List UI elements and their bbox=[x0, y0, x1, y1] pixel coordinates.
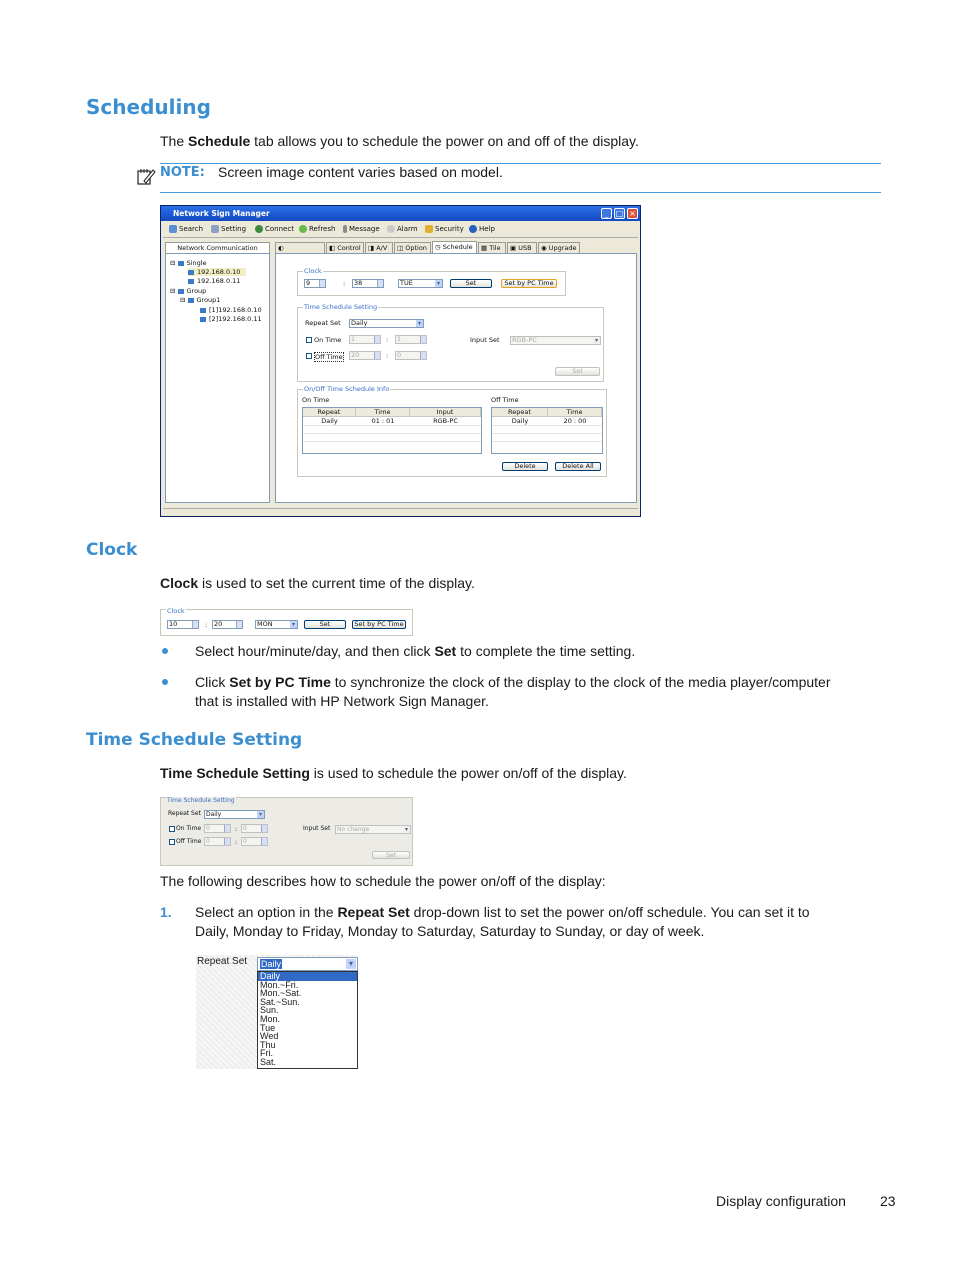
day-select[interactable] bbox=[255, 620, 298, 629]
option-mon-fri[interactable]: Mon.~Fri. bbox=[260, 979, 299, 990]
tab-label: Schedule bbox=[442, 243, 473, 251]
time-separator: : bbox=[386, 336, 389, 344]
off-time-table-label: Off Time bbox=[491, 396, 519, 404]
tree-label: [1]192.168.0.10 bbox=[209, 306, 262, 314]
set-by-pc-time-button[interactable]: Set by PC Time bbox=[352, 620, 406, 629]
tree-group1[interactable]: ⊟ Group1 bbox=[180, 296, 221, 304]
toolbar-label: Alarm bbox=[397, 225, 418, 233]
tab-information[interactable]: ◐ bbox=[275, 242, 325, 253]
field-value: TUE bbox=[400, 279, 413, 287]
step-number: 1. bbox=[160, 904, 172, 920]
tree-group[interactable]: ⊟ Group bbox=[170, 287, 207, 295]
schedule-info-group bbox=[297, 385, 607, 477]
spin-icon bbox=[224, 825, 230, 832]
group-title: Time Schedule Setting bbox=[304, 303, 378, 311]
off-minute-stepper[interactable] bbox=[241, 837, 268, 846]
toolbar-label: Message bbox=[349, 225, 380, 233]
clock-group bbox=[297, 267, 566, 296]
schedule-set-button[interactable]: Set bbox=[372, 851, 410, 859]
monitor-icon bbox=[200, 308, 206, 313]
note-icon bbox=[136, 166, 156, 186]
bullet-item: Select hour/minute/day, and then click Set to complete the time setting. bbox=[195, 643, 636, 659]
chevron-down-icon: ▾ bbox=[291, 621, 295, 628]
repeat-set-dropdown-example bbox=[196, 955, 358, 1069]
off-hour-stepper[interactable] bbox=[349, 351, 381, 360]
chevron-down-icon: ▾ bbox=[346, 959, 356, 969]
chevron-down-icon: ▾ bbox=[417, 320, 421, 327]
column-header[interactable]: Time bbox=[548, 408, 602, 417]
device-tree-panel bbox=[165, 253, 270, 503]
repeat-set-select[interactable] bbox=[349, 319, 424, 328]
on-minute-stepper[interactable] bbox=[395, 335, 427, 344]
toolbar-alarm[interactable] bbox=[387, 225, 418, 233]
set-button[interactable]: Set bbox=[304, 620, 346, 629]
option-sat[interactable]: Sat. bbox=[260, 1056, 277, 1067]
spin-icon bbox=[192, 621, 198, 628]
refresh-icon bbox=[299, 225, 307, 233]
clock-description: Clock is used to set the current time of the display. bbox=[160, 575, 475, 591]
off-time-checkbox[interactable] bbox=[306, 353, 312, 359]
group-title: Clock bbox=[304, 267, 322, 275]
tree-label: [2]192.168.0.11 bbox=[209, 315, 262, 323]
group-title: Clock bbox=[167, 607, 185, 615]
page-title: Scheduling bbox=[86, 95, 211, 119]
time-separator: : bbox=[386, 352, 389, 360]
minute-stepper[interactable] bbox=[212, 620, 243, 629]
on-time-table bbox=[302, 407, 482, 454]
field-value: Daily bbox=[261, 959, 282, 969]
option-sat-sun[interactable]: Sat.~Sun. bbox=[260, 996, 300, 1007]
lock-icon bbox=[425, 225, 433, 233]
input-set-label: Input Set bbox=[303, 825, 331, 832]
set-button[interactable]: Set bbox=[450, 279, 492, 288]
option-mon[interactable]: Mon. bbox=[260, 1013, 281, 1024]
toolbar-label: Help bbox=[479, 225, 495, 233]
table-cell: 20 : 00 bbox=[563, 417, 587, 425]
row-divider bbox=[303, 425, 481, 426]
tab-label: Control bbox=[337, 244, 361, 252]
hour-stepper[interactable] bbox=[167, 620, 199, 629]
footer-section-name: Display configuration bbox=[716, 1193, 846, 1209]
tree-label: 192.168.0.10 bbox=[197, 268, 241, 276]
time-schedule-group bbox=[297, 303, 604, 382]
table-cell: Daily bbox=[321, 417, 338, 425]
row-divider bbox=[303, 433, 481, 434]
on-time-checkbox[interactable] bbox=[169, 826, 175, 832]
off-hour-stepper[interactable] bbox=[204, 837, 231, 846]
computer-icon bbox=[178, 261, 184, 266]
chevron-down-icon: ▾ bbox=[436, 280, 440, 287]
off-time-checkbox[interactable] bbox=[169, 839, 175, 845]
group-title: On/Off Time Schedule Info bbox=[304, 385, 390, 393]
tree-label: Single bbox=[186, 259, 207, 267]
tab-label: Upgrade bbox=[548, 244, 577, 252]
delete-button[interactable]: Delete bbox=[502, 462, 548, 471]
spin-icon bbox=[420, 336, 426, 343]
minute-stepper[interactable] bbox=[352, 279, 384, 288]
toolbar-label: Search bbox=[179, 225, 204, 233]
maximize-icon[interactable]: □ bbox=[615, 209, 624, 218]
option-fri[interactable]: Fri. bbox=[260, 1048, 273, 1059]
on-hour-stepper[interactable] bbox=[204, 824, 231, 833]
time-schedule-description: Time Schedule Setting is used to schedule the power on/off of the display. bbox=[160, 765, 627, 781]
minimize-icon[interactable]: _ bbox=[601, 208, 612, 219]
tree-group-ip2[interactable] bbox=[200, 315, 262, 323]
intro-text: The Schedule tab allows you to schedule the power on and off of the display. bbox=[160, 133, 639, 149]
on-time-checkbox[interactable] bbox=[306, 337, 312, 343]
on-time-label: On Time bbox=[314, 336, 342, 344]
tree-label: 192.168.0.11 bbox=[197, 277, 241, 285]
row-divider bbox=[492, 425, 602, 426]
tab-label: A/V bbox=[376, 244, 388, 252]
note-label: NOTE: bbox=[160, 165, 205, 180]
repeat-set-options-list bbox=[257, 971, 358, 1069]
row-divider bbox=[303, 441, 481, 442]
option-thu[interactable]: Thu bbox=[260, 1039, 276, 1050]
message-icon bbox=[343, 225, 347, 233]
spin-icon bbox=[374, 336, 380, 343]
toolbar-connect[interactable] bbox=[255, 225, 294, 233]
field-value: 1 bbox=[351, 335, 356, 343]
close-icon[interactable]: × bbox=[627, 208, 638, 219]
spin-icon bbox=[261, 838, 267, 845]
bullet-item: Click Set by PC Time to synchronize the clock of the display to the clock of the media player/computer that is installed with HP Network Sign Manager. bbox=[195, 674, 831, 709]
table-cell: 01 : 01 bbox=[371, 417, 395, 425]
hour-stepper[interactable] bbox=[304, 279, 326, 288]
field-value: 20 bbox=[214, 620, 223, 628]
field-value: 20 bbox=[351, 351, 360, 359]
help-icon bbox=[469, 225, 477, 233]
field-value: Daily bbox=[351, 319, 368, 327]
input-set-select[interactable] bbox=[510, 336, 601, 345]
toolbar bbox=[163, 223, 638, 238]
field-value: 0 bbox=[243, 838, 247, 845]
chevron-down-icon: ▾ bbox=[594, 337, 598, 344]
spin-icon bbox=[224, 838, 230, 845]
connect-icon bbox=[255, 225, 263, 233]
status-bar bbox=[163, 508, 638, 514]
group-icon bbox=[178, 289, 184, 294]
search-icon bbox=[169, 225, 177, 233]
row-divider bbox=[492, 433, 602, 434]
column-header[interactable]: Repeat bbox=[492, 408, 548, 417]
spin-icon bbox=[261, 825, 267, 832]
option-wed[interactable]: Wed bbox=[260, 1031, 279, 1042]
tab-label: USB bbox=[518, 244, 532, 252]
option-sun[interactable]: Sun. bbox=[260, 1005, 279, 1016]
field-value: 0 bbox=[206, 825, 210, 832]
bullet-dot bbox=[162, 648, 168, 654]
time-separator: : bbox=[235, 838, 238, 846]
tree-single[interactable]: ⊟ Single bbox=[170, 259, 207, 267]
option-mon-sat[interactable]: Mon.~Sat. bbox=[260, 988, 302, 999]
tab-network-communication[interactable]: Network Communication bbox=[165, 242, 270, 253]
window-titlebar bbox=[161, 206, 640, 221]
time-separator: : bbox=[205, 621, 208, 629]
spin-icon bbox=[374, 352, 380, 359]
input-set-label: Input Set bbox=[470, 336, 500, 344]
step-text: Select an option in the Repeat Set drop-down list to set the power on/off schedule. You can set it to Daily, Monday to Friday, Monday to Saturday, Saturday to Sunday, or day of week. bbox=[195, 904, 810, 939]
column-header[interactable]: Input bbox=[410, 408, 481, 417]
spin-icon bbox=[377, 280, 383, 287]
following-text: The following describes how to schedule the power on/off of the display: bbox=[160, 873, 606, 889]
field-value: 0 bbox=[206, 838, 210, 845]
tab-option[interactable]: ◫ Option bbox=[394, 242, 431, 253]
off-time-label: Off Time bbox=[315, 353, 343, 361]
tab-usb[interactable]: ▣ USB bbox=[507, 242, 537, 253]
toolbar-label: Setting bbox=[221, 225, 247, 233]
toolbar-setting[interactable] bbox=[211, 225, 246, 233]
field-value: Daily bbox=[206, 811, 222, 818]
toolbar-help[interactable] bbox=[469, 225, 495, 233]
table-cell: Daily bbox=[511, 417, 529, 425]
column-header[interactable]: Time bbox=[356, 408, 410, 417]
tree-group-ip1[interactable] bbox=[200, 306, 262, 314]
time-schedule-panel bbox=[160, 797, 413, 866]
repeat-set-label: Repeat Set bbox=[197, 956, 248, 967]
main-tabs bbox=[275, 242, 637, 253]
toolbar-security[interactable] bbox=[425, 225, 464, 233]
tree-item-ip1[interactable] bbox=[188, 268, 246, 276]
field-value: 1 bbox=[397, 335, 402, 343]
group-title: Time Schedule Setting bbox=[167, 797, 235, 804]
field-value: RGB-PC bbox=[512, 336, 537, 344]
table-cell: RGB-PC bbox=[433, 417, 458, 425]
toolbar-label: Security bbox=[435, 225, 464, 233]
on-minute-stepper[interactable] bbox=[241, 824, 268, 833]
clock-panel bbox=[160, 609, 413, 636]
monitor-icon bbox=[200, 317, 206, 322]
alarm-icon bbox=[387, 225, 395, 233]
field-value: 38 bbox=[354, 279, 363, 287]
toolbar-message[interactable] bbox=[343, 225, 380, 233]
on-hour-stepper[interactable] bbox=[349, 335, 381, 344]
tree-item-ip2[interactable] bbox=[188, 277, 240, 285]
clock-heading: Clock bbox=[86, 540, 138, 560]
tree-label: Group bbox=[186, 287, 207, 295]
toolbar-label: Refresh bbox=[309, 225, 336, 233]
set-by-pc-time-button[interactable]: Set by PC Time bbox=[501, 279, 557, 288]
toolbar-label: Connect bbox=[265, 225, 294, 233]
input-set-select[interactable] bbox=[335, 825, 411, 834]
field-value: 9 bbox=[306, 279, 311, 287]
monitor-icon bbox=[188, 279, 194, 284]
time-separator: : bbox=[235, 825, 238, 833]
on-time-label: On Time bbox=[176, 825, 202, 832]
repeat-set-label: Repeat Set bbox=[168, 810, 201, 817]
time-schedule-heading: Time Schedule Setting bbox=[86, 730, 303, 750]
spin-icon bbox=[236, 621, 242, 628]
tab-label: Tile bbox=[489, 244, 501, 252]
delete-all-button[interactable]: Delete All bbox=[555, 462, 601, 471]
repeat-set-label: Repeat Set bbox=[305, 319, 341, 327]
tab-label: Option bbox=[405, 244, 427, 252]
tab-control[interactable]: ◧ Control bbox=[326, 242, 364, 253]
field-value: 0 bbox=[397, 351, 402, 359]
toolbar-refresh[interactable] bbox=[299, 225, 335, 233]
toolbar-search[interactable] bbox=[169, 225, 203, 233]
field-value: No change bbox=[337, 826, 370, 833]
schedule-panel bbox=[275, 253, 637, 503]
off-time-label: Off Time bbox=[176, 838, 202, 845]
field-value: 0 bbox=[243, 825, 247, 832]
window-title: Network Sign Manager bbox=[173, 209, 270, 218]
field-value: 10 bbox=[169, 620, 178, 628]
page-number: 23 bbox=[880, 1193, 896, 1209]
field-value: MON bbox=[257, 620, 273, 628]
option-tue[interactable]: Tue bbox=[260, 1022, 276, 1033]
app-window bbox=[160, 205, 641, 517]
note-text: Screen image content varies based on model. bbox=[218, 164, 503, 180]
spin-icon bbox=[420, 352, 426, 359]
column-header[interactable]: Repeat bbox=[303, 408, 356, 417]
schedule-set-button[interactable]: Set bbox=[555, 367, 600, 376]
row-divider bbox=[492, 441, 602, 442]
day-select[interactable] bbox=[398, 279, 443, 288]
tab-schedule[interactable]: ◷ Schedule bbox=[432, 241, 477, 253]
group-icon bbox=[188, 298, 194, 303]
off-minute-stepper[interactable] bbox=[395, 351, 427, 360]
note-bottom-rule bbox=[160, 192, 881, 193]
setting-icon bbox=[211, 225, 219, 233]
chevron-down-icon: ▾ bbox=[258, 811, 262, 818]
repeat-set-select[interactable] bbox=[257, 957, 358, 971]
option-daily[interactable]: Daily bbox=[258, 972, 357, 981]
tab-upgrade[interactable]: ◉ Upgrade bbox=[538, 242, 580, 253]
time-separator: : bbox=[343, 280, 346, 288]
spin-icon bbox=[319, 280, 325, 287]
tab-tile[interactable]: ▦ Tile bbox=[478, 242, 506, 253]
monitor-icon bbox=[188, 270, 194, 275]
bullet-dot bbox=[162, 679, 168, 685]
chevron-down-icon: ▾ bbox=[404, 826, 408, 833]
on-time-table-label: On Time bbox=[302, 396, 330, 404]
tree-label: Group1 bbox=[196, 296, 221, 304]
repeat-set-select[interactable] bbox=[204, 810, 265, 819]
tab-av[interactable]: ◨ A/V bbox=[365, 242, 393, 253]
off-time-table bbox=[491, 407, 603, 454]
